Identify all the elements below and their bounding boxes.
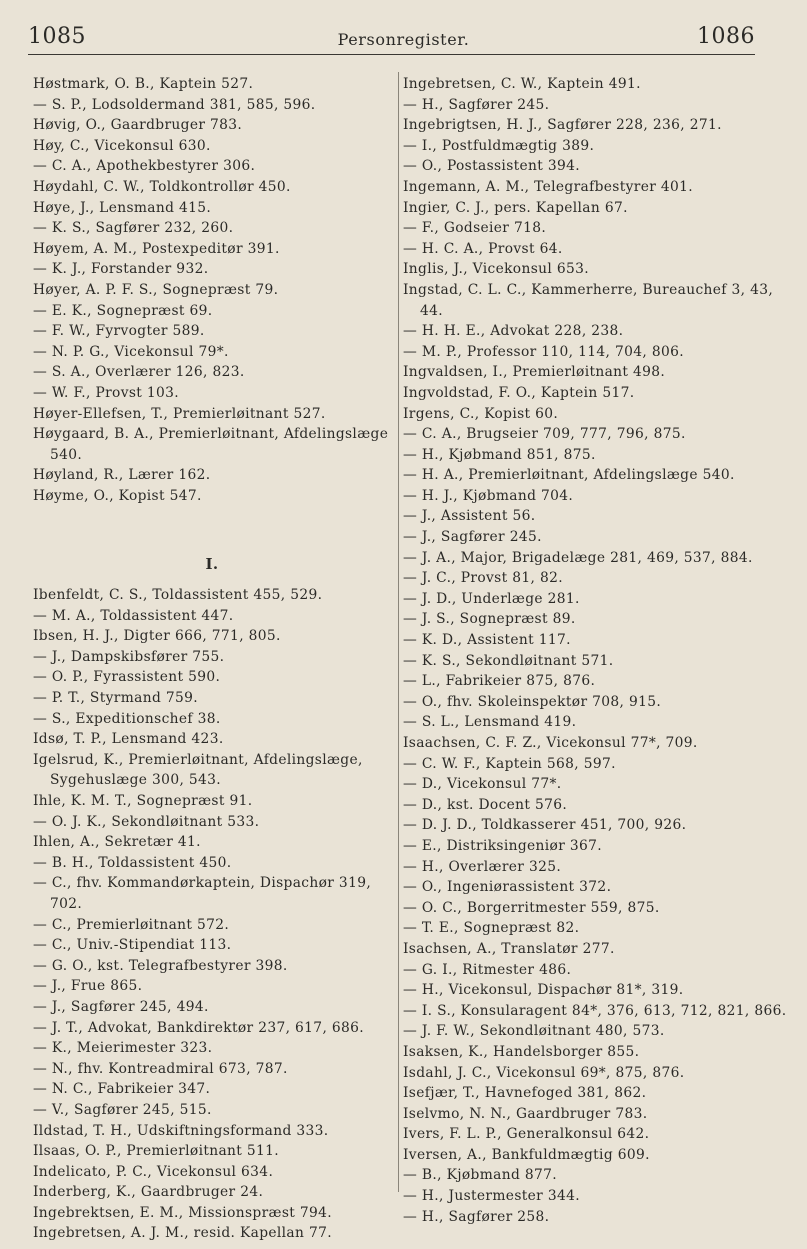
register-entry: — T. E., Sognepræst 82.	[403, 920, 580, 937]
register-entry: Ibsen, H. J., Digter 666, 771, 805.	[33, 628, 281, 645]
register-entry: Ingebretsen, A. J. M., resid. Kapellan 77.	[33, 1225, 332, 1242]
page-number-left: 1085	[28, 24, 86, 49]
register-entry: — J. F. W., Sekondløitnant 480, 573.	[403, 1023, 665, 1040]
register-entry: — J., Assistent 56.	[403, 508, 536, 525]
register-entry: — H., Sagfører 258.	[403, 1208, 550, 1225]
register-entry: Isaksen, K., Handelsborger 855.	[403, 1043, 640, 1060]
register-entry: — O., fhv. Skoleinspektør 708, 915.	[403, 693, 662, 710]
register-entry: — E., Distriksingeniør 367.	[403, 837, 603, 854]
register-entry: — C. W. F., Kaptein 568, 597.	[403, 755, 616, 772]
register-entry: — D. J. D., Toldkasserer 451, 700, 926.	[403, 817, 687, 834]
right-entries	[403, 74, 788, 1227]
register-entry: — O., Ingeniørassistent 372.	[403, 879, 612, 896]
page-number-right: 1086	[697, 24, 755, 49]
register-entry: — K. J., Forstander 932.	[33, 261, 209, 278]
register-entry: — K. D., Assistent 117.	[403, 632, 571, 649]
register-entry: Høyem, A. M., Postexpeditør 391.	[33, 240, 280, 257]
register-entry: — V., Sagfører 245, 515.	[33, 1101, 212, 1118]
register-entry: — K. S., Sekondløitnant 571.	[403, 652, 614, 669]
register-entry: — S., Expeditionschef 38.	[33, 710, 221, 727]
left-entries-after	[33, 585, 391, 1244]
register-entry: — H. J., Kjøbmand 704.	[403, 487, 574, 504]
register-entry: — H., Kjøbmand 851, 875.	[403, 446, 596, 463]
left-column	[33, 74, 391, 1244]
register-entry: — C. A., Apothekbestyrer 306.	[33, 158, 256, 175]
register-entry: — I., Postfuldmægtig 389.	[403, 137, 595, 154]
register-entry: — H., Overlærer 325.	[403, 858, 562, 875]
register-entry: — H., Justermester 344.	[403, 1188, 580, 1205]
register-entry: Ingebrigtsen, H. J., Sagfører 228, 236, 271.	[403, 117, 722, 134]
register-entry: — J. S., Sognepræst 89.	[403, 611, 576, 628]
left-entries-before	[33, 74, 391, 506]
register-entry: Ildstad, T. H., Udskiftningsformand 333.	[33, 1122, 329, 1139]
register-entry: — O., Postassistent 394.	[403, 158, 581, 175]
register-entry: — N. P. G., Vicekonsul 79*.	[33, 343, 229, 360]
register-entry: — L., Fabrikeier 875, 876.	[403, 673, 596, 690]
register-entry: Høy, C., Vicekonsul 630.	[33, 137, 211, 154]
register-entry: — J. T., Advokat, Bankdirektør 237, 617, 686.	[33, 1019, 365, 1036]
register-entry: — J., Sagfører 245, 494.	[33, 998, 209, 1015]
register-entry: — M. P., Professor 110, 114, 704, 806.	[403, 343, 684, 360]
register-entry: Ingvaldsen, I., Premierløitnant 498.	[403, 364, 666, 381]
register-entry: Iversen, A., Bankfuldmægtig 609.	[403, 1146, 650, 1163]
register-entry: Ingebretsen, C. W., Kaptein 491.	[403, 76, 641, 92]
page-header	[0, 0, 807, 62]
register-entry: Isdahl, J. C., Vicekonsul 69*, 875, 876.	[403, 1064, 685, 1081]
register-entry: — I. S., Konsularagent 84*, 376, 613, 712, 821, 866.	[403, 1002, 787, 1019]
register-entry: — K. S., Sagfører 232, 260.	[33, 220, 234, 237]
register-entry: — F. W., Fyrvogter 589.	[33, 323, 205, 340]
register-entry: — J. D., Underlæge 281.	[403, 590, 580, 607]
register-entry: Ibenfeldt, C. S., Toldassistent 455, 529.	[33, 587, 323, 604]
register-entry: — G. I., Ritmester 486.	[403, 961, 572, 978]
register-entry: — C., fhv. Kommandørkaptein, Dispachør 319, 702.	[33, 875, 372, 912]
register-entry: Inderberg, K., Gaardbruger 24.	[33, 1184, 264, 1201]
register-entry: — N., fhv. Kontreadmiral 673, 787.	[33, 1060, 288, 1077]
register-entry: Isefjær, T., Havnefoged 381, 862.	[403, 1085, 647, 1102]
register-entry: Ilsaas, O. P., Premierløitnant 511.	[33, 1143, 280, 1160]
running-title: Personregister.	[337, 30, 470, 49]
header-rule	[28, 54, 755, 55]
register-entry: Irgens, C., Kopist 60.	[403, 405, 559, 422]
register-entry: Iselvmo, N. N., Gaardbruger 783.	[403, 1105, 648, 1122]
register-entry: — J., Sagfører 245.	[403, 529, 542, 546]
register-entry: Høyland, R., Lærer 162.	[33, 467, 211, 484]
register-entry: Indelicato, P. C., Vicekonsul 634.	[33, 1163, 274, 1180]
register-entry: Ingstad, C. L. C., Kammerherre, Bureauchef 3, 43, 44.	[403, 281, 774, 319]
register-entry: — W. F., Provst 103.	[33, 384, 180, 401]
register-entry: — S. L., Lensmand 419.	[403, 714, 577, 731]
register-entry: — N. C., Fabrikeier 347.	[33, 1081, 211, 1098]
register-entry: Isaachsen, C. F. Z., Vicekonsul 77*, 709.	[403, 735, 698, 751]
register-entry: — C., Univ.-Stipendiat 113.	[33, 937, 232, 954]
register-entry: Ingebrektsen, E. M., Missionspræst 794.	[33, 1204, 333, 1221]
register-entry: — O. J. K., Sekondløitnant 533.	[33, 813, 260, 830]
register-entry: Ingier, C. J., pers. Kapellan 67.	[403, 199, 628, 216]
register-entry: — D., kst. Docent 576.	[403, 796, 568, 813]
register-entry: Høyer-Ellefsen, T., Premierløitnant 527.	[33, 405, 326, 422]
column-divider	[398, 72, 399, 1192]
right-column	[403, 74, 788, 1227]
register-entry: — J., Dampskibsfører 755.	[33, 648, 225, 665]
register-entry: Ihlen, A., Sekretær 41.	[33, 834, 201, 851]
register-entry: — O. C., Borgerritmester 559, 875.	[403, 899, 660, 916]
register-entry: — P. T., Styrmand 759.	[33, 690, 198, 707]
register-entry: Høye, J., Lensmand 415.	[33, 199, 212, 216]
register-entry: — H., Vicekonsul, Dispachør 81*, 319.	[403, 982, 684, 999]
register-entry: Høygaard, B. A., Premierløitnant, Afdelingslæge 540.	[33, 426, 389, 463]
register-entry: — H. A., Premierløitnant, Afdelingslæge 540.	[403, 467, 735, 484]
register-entry: — J., Frue 865.	[33, 978, 143, 995]
register-entry: — J. A., Major, Brigadelæge 281, 469, 537, 884.	[403, 549, 753, 566]
register-entry: — C., Premierløitnant 572.	[33, 916, 230, 933]
register-entry: Isachsen, A., Translatør 277.	[403, 940, 615, 957]
register-entry: — C. A., Brugseier 709, 777, 796, 875.	[403, 426, 686, 443]
register-entry: Ingemann, A. M., Telegrafbestyrer 401.	[403, 178, 694, 195]
register-entry: — F., Godseier 718.	[403, 220, 547, 237]
register-entry: Ihle, K. M. T., Sognepræst 91.	[33, 793, 253, 809]
register-entry: Ingvoldstad, F. O., Kaptein 517.	[403, 384, 635, 401]
register-entry: Høstmark, O. B., Kaptein 527.	[33, 76, 254, 92]
register-entry: — B., Kjøbmand 877.	[403, 1167, 557, 1184]
register-entry: — K., Meierimester 323.	[33, 1040, 213, 1057]
register-entry: Høyer, A. P. F. S., Sognepræst 79.	[33, 281, 279, 298]
register-entry: Ivers, F. L. P., Generalkonsul 642.	[403, 1126, 650, 1143]
register-entry: Idsø, T. P., Lensmand 423.	[33, 731, 224, 748]
register-entry: — H. H. E., Advokat 228, 238.	[403, 323, 624, 340]
register-entry: — J. C., Provst 81, 82.	[403, 570, 563, 587]
register-entry: Igelsrud, K., Premierløitnant, Afdelingslæge, Sygehuslæge 300, 543.	[33, 751, 363, 789]
register-entry: Høvig, O., Gaardbruger 783.	[33, 117, 243, 134]
register-entry: Høyme, O., Kopist 547.	[33, 487, 202, 504]
section-letter: I.	[205, 555, 219, 574]
register-entry: — S. P., Lodsoldermand 381, 585, 596.	[33, 96, 316, 113]
register-entry: — E. K., Sognepræst 69.	[33, 302, 213, 319]
register-entry: — H., Sagfører 245.	[403, 96, 550, 113]
register-entry: — B. H., Toldassistent 450.	[33, 854, 232, 871]
register-entry: — G. O., kst. Telegrafbestyrer 398.	[33, 957, 288, 974]
register-entry: — O. P., Fyrassistent 590.	[33, 669, 221, 686]
register-entry: — H. C. A., Provst 64.	[403, 240, 563, 257]
register-entry: — S. A., Overlærer 126, 823.	[33, 364, 245, 381]
register-entry: Høydahl, C. W., Toldkontrollør 450.	[33, 178, 291, 195]
register-entry: — D., Vicekonsul 77*.	[403, 776, 562, 793]
register-entry: — M. A., Toldassistent 447.	[33, 607, 234, 624]
register-entry: Inglis, J., Vicekonsul 653.	[403, 261, 589, 278]
